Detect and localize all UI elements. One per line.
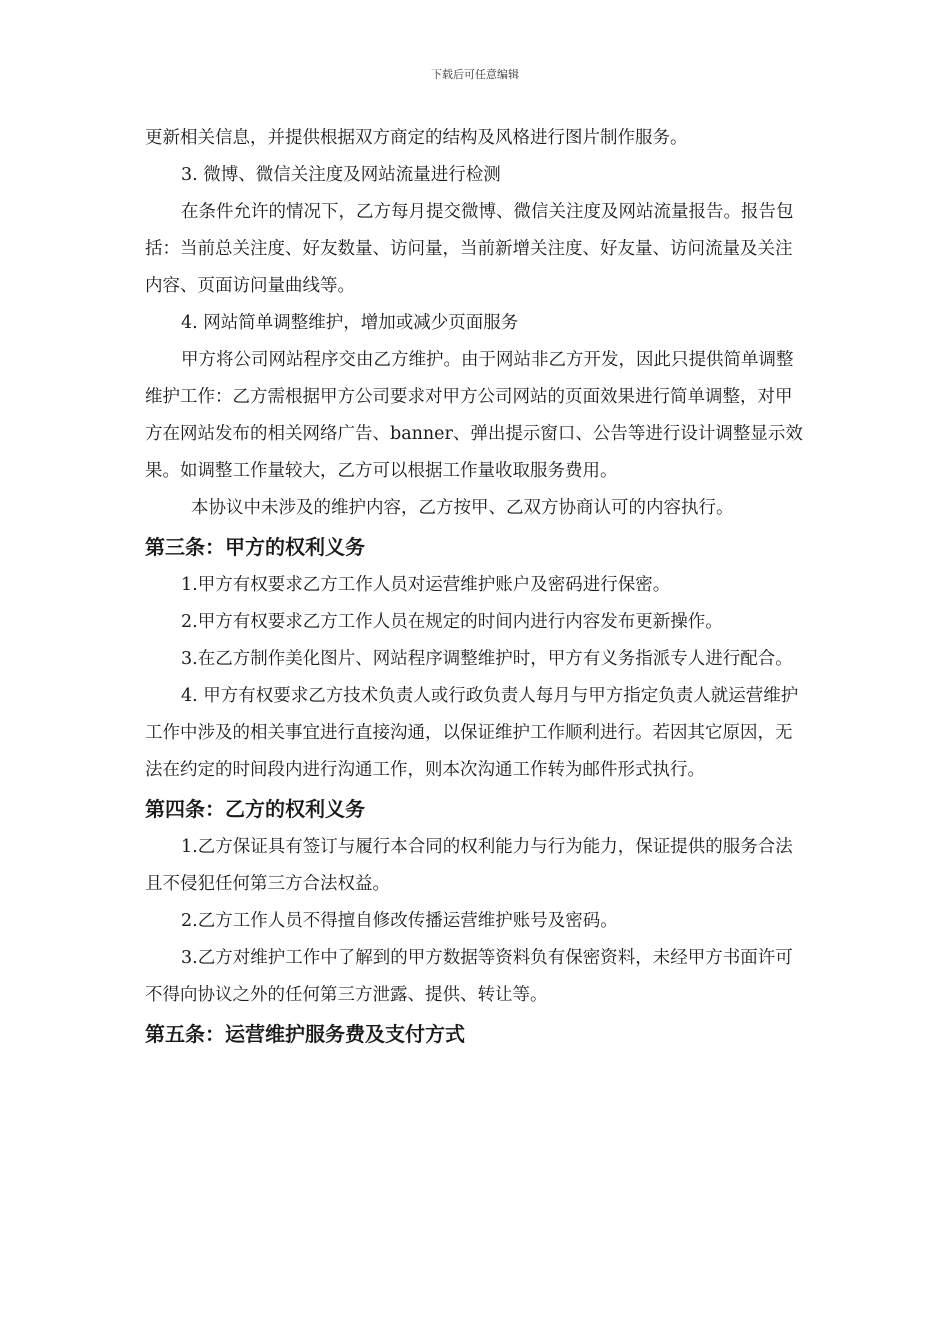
clause-item: 1.乙方保证具有签订与履行本合同的权利能力与行为能力，保证提供的服务合法且不侵犯任何第三方合法权益。 — [145, 837, 793, 894]
list-item-title: 3. 微博、微信关注度及网站流量进行检测 — [181, 165, 501, 185]
document-body — [145, 120, 807, 1054]
paragraph: 本协议中未涉及的维护内容，乙方按甲、乙双方协商认可的内容执行。 — [191, 498, 734, 518]
clause-item: 4. 甲方有权要求乙方技术负责人或行政负责人每月与甲方指定负责人就运营维护工作中涉及的相关事宜进行直接沟通，以保证维护工作顺利进行。若因其它原因，无法在约定的时间段内进行沟通工作，则本次沟通工作转为邮件形式执行。 — [145, 686, 799, 780]
header-note: 下载后可任意编辑 — [431, 68, 519, 81]
paragraph: 在条件允许的情况下，乙方每月提交微博、微信关注度及网站流量报告。报告包括：当前总关注度、好友数量、访问量，当前新增关注度、好友量、访问流量及关注内容、页面访问量曲线等。 — [145, 202, 794, 296]
clause-item: 3.乙方对维护工作中了解到的甲方数据等资料负有保密资料，未经甲方书面许可不得向协议之外的任何第三方泄露、提供、转让等。 — [145, 948, 793, 1005]
section-heading: 第三条：甲方的权利义务 — [145, 535, 365, 559]
section-heading: 第四条：乙方的权利义务 — [145, 797, 365, 821]
paragraph: 更新相关信息，并提供根据双方商定的结构及风格进行图片制作服务。 — [145, 128, 688, 148]
paragraph: 甲方将公司网站程序交由乙方维护。由于网站非乙方开发，因此只提供简单调整维护工作：乙方需根据甲方公司要求对甲方公司网站的页面效果进行简单调整，对甲方在网站发布的相关网络广告、banner、弹出提示窗口、公告等进行设计调整显示效果。如调整工作量较大，乙方可以根据工作量收取服务费用。 — [145, 350, 803, 481]
clause-item: 2.甲方有权要求乙方工作人员在规定的时间内进行内容发布更新操作。 — [181, 612, 723, 632]
section-heading: 第五条：运营维护服务费及支付方式 — [145, 1022, 465, 1046]
list-item-title: 4. 网站简单调整维护，增加或减少页面服务 — [181, 313, 519, 333]
clause-item: 1.甲方有权要求乙方工作人员对运营维护账户及密码进行保密。 — [181, 575, 671, 595]
clause-item: 3.在乙方制作美化图片、网站程序调整维护时，甲方有义务指派专人进行配合。 — [181, 649, 793, 669]
clause-item: 2.乙方工作人员不得擅自修改传播运营维护账号及密码。 — [181, 911, 618, 931]
